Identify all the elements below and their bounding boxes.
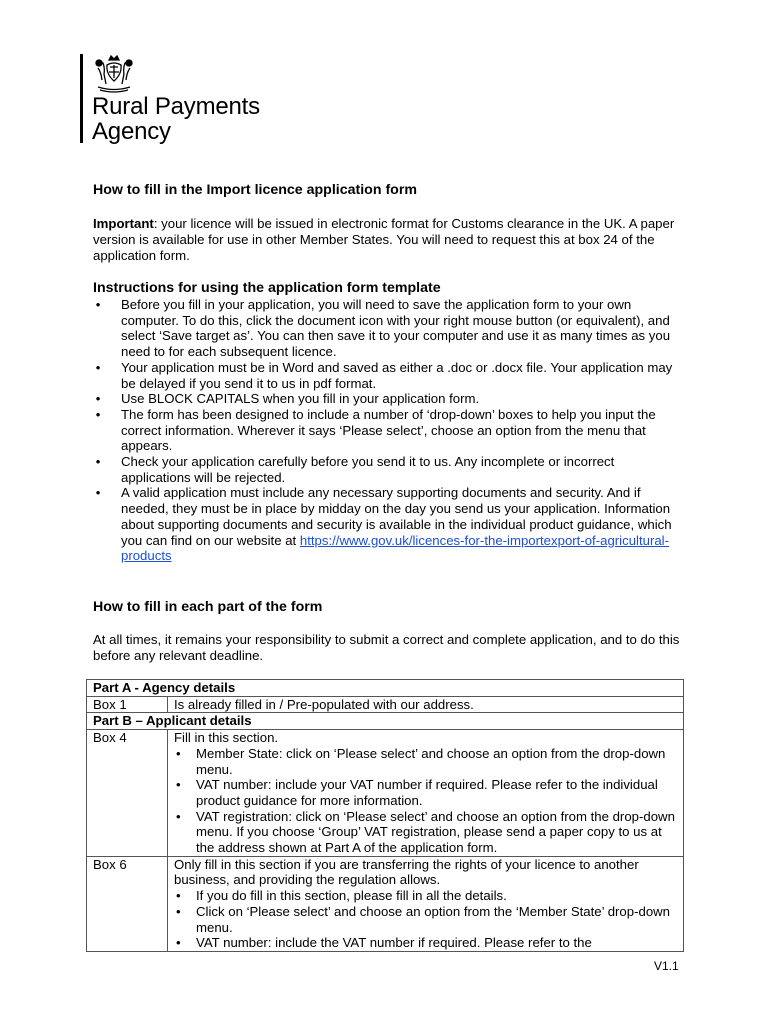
box-intro: Only fill in this section if you are transferring the rights of your licence to another business, and providing the regulation allows. bbox=[174, 856, 639, 888]
logo-line-2: Agency bbox=[92, 118, 171, 145]
list-item: • VAT number: include the VAT number if required. Please refer to the bbox=[176, 935, 592, 951]
logo-divider bbox=[80, 54, 83, 143]
table-row bbox=[87, 856, 684, 951]
list-item: • VAT number: include your VAT number if required. Please refer to the individual product guidance for more information. bbox=[176, 777, 658, 808]
box-description bbox=[168, 856, 684, 951]
intro-text: : your licence will be issued in electronic format for Customs clearance in the UK. A paper version is available for use in other Member States. You will need to request this at box 24 of the application form. bbox=[93, 216, 675, 263]
bullet-icon: • bbox=[176, 808, 181, 824]
list-item: • A valid application must include any necessary supporting documents and security. And if needed, they must be in place by midday on the day you send us your application. Information about supporting documents and security is available in the individual product guidance, which you can find on our website at https://www.gov.uk/licences-for-the-importexport-of-agricultural-products bbox=[93, 485, 685, 564]
section-header-part-a: Part A - Agency details bbox=[87, 680, 684, 697]
logo-line-1: Rural Payments bbox=[92, 93, 260, 120]
bullet-icon: • bbox=[95, 359, 101, 375]
list-item: • Click on ‘Please select’ and choose an option from the ‘Member State’ drop-down menu. bbox=[176, 903, 671, 935]
bullet-icon: • bbox=[95, 391, 101, 407]
logo-text bbox=[92, 94, 260, 144]
bullet-icon: • bbox=[95, 485, 101, 501]
list-item: • VAT registration: click on ‘Please select’ and choose an option from the drop-down menu. If you choose ‘Group’ VAT registration, please send a paper copy to us at the address shown at Part A of the application form. bbox=[176, 808, 675, 856]
box-description bbox=[168, 730, 684, 857]
table-row bbox=[87, 713, 684, 730]
instructions-heading: Instructions for using the application form template bbox=[93, 280, 441, 296]
bullet-icon: • bbox=[176, 903, 181, 919]
parts-paragraph: At all times, it remains your responsibility to submit a correct and complete application, and to do this before any relevant deadline. bbox=[93, 632, 680, 663]
box-bullets bbox=[174, 888, 683, 951]
bullet-icon: • bbox=[176, 777, 181, 793]
list-item: • The form has been designed to include a number of ‘drop-down’ boxes to help you input the correct information. Wherever it says ‘Please select’, choose an option from the menu that appears. bbox=[93, 407, 685, 454]
table-row bbox=[87, 696, 684, 713]
bullet-icon: • bbox=[176, 935, 181, 951]
parts-heading: How to fill in each part of the form bbox=[93, 599, 323, 615]
form-parts-table bbox=[86, 679, 684, 952]
bullet-icon: • bbox=[95, 406, 101, 422]
box-label: Box 1 bbox=[87, 696, 168, 713]
bullet-icon: • bbox=[95, 454, 101, 470]
rpa-logo bbox=[80, 54, 300, 146]
bullet-icon: • bbox=[176, 888, 181, 904]
intro-paragraph bbox=[93, 216, 683, 264]
bullet-icon: • bbox=[95, 297, 101, 312]
box-label: Box 4 bbox=[87, 730, 168, 857]
list-item: • Before you fill in your application, you will need to save the application form to your own computer. To do this, click the document icon with your right mouse button (or equivalent), and select ‘Save target as’. You can then save it to your computer and use it as many times as you need to for each subsequent licence. bbox=[93, 297, 685, 360]
list-item: • Your application must be in Word and saved as either a .doc or .docx file. Your application may be delayed if you send it to us in pdf format. bbox=[93, 360, 685, 391]
guidance-link[interactable]: https://www.gov.uk/licences-for-the-importexport-of-agricultural-products bbox=[121, 532, 670, 564]
table-row bbox=[87, 680, 684, 697]
section-header-part-b: Part B – Applicant details bbox=[87, 713, 684, 730]
royal-coat-of-arms-icon bbox=[90, 54, 138, 94]
box-label: Box 6 bbox=[87, 856, 168, 951]
version-label: V1.1 bbox=[654, 959, 679, 973]
box-intro: Fill in this section. bbox=[174, 730, 279, 746]
important-label: Important bbox=[93, 216, 154, 231]
list-item: • Use BLOCK CAPITALS when you fill in your application form. bbox=[93, 391, 685, 407]
list-item: • Member State: click on ‘Please select’ and choose an option from the drop-down menu. bbox=[176, 745, 666, 777]
list-item: • If you do fill in this section, please fill in all the details. bbox=[176, 888, 507, 904]
bullet-icon: • bbox=[176, 745, 181, 761]
box-bullets bbox=[174, 746, 683, 856]
box-description: Is already filled in / Pre-populated with our address. bbox=[168, 696, 684, 713]
list-item: • Check your application carefully before you send it to us. Any incomplete or incorrect applications will be rejected. bbox=[93, 454, 685, 485]
page-title: How to fill in the Import licence application form bbox=[93, 182, 417, 198]
table-row bbox=[87, 730, 684, 857]
instructions-list bbox=[93, 297, 685, 564]
